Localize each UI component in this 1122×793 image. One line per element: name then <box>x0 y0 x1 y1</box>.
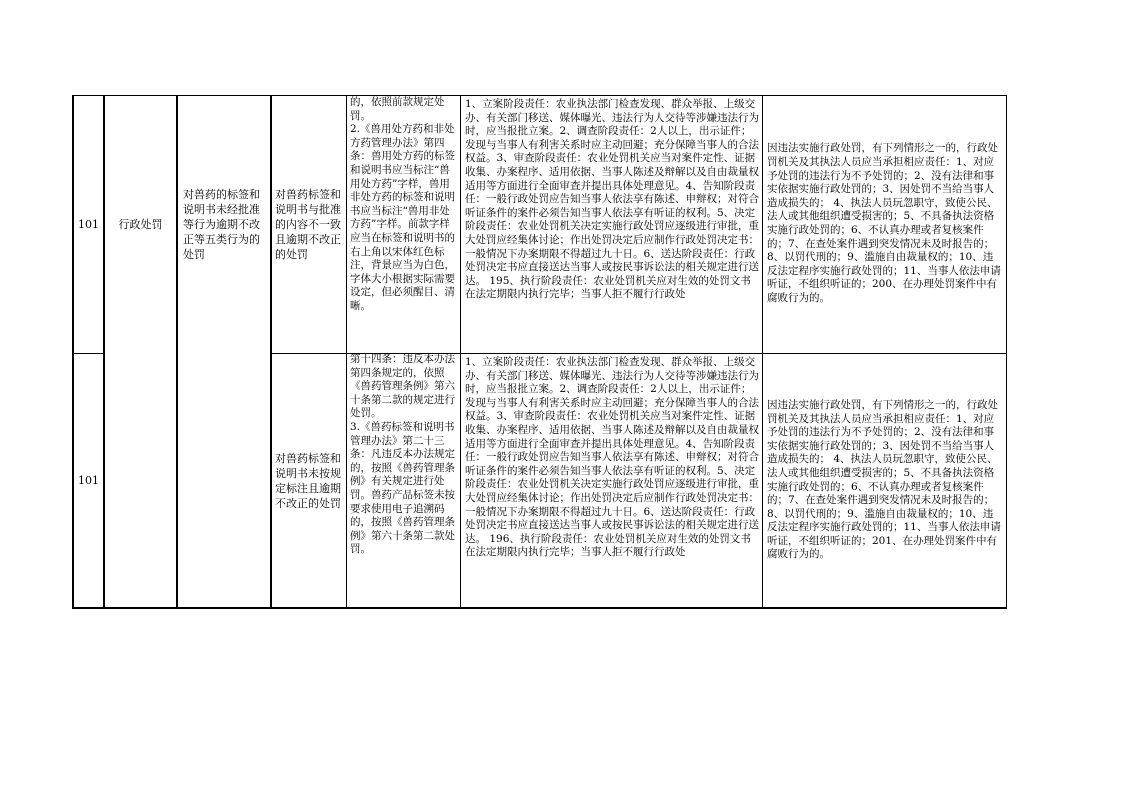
row-number-cell: 101 <box>72 95 105 353</box>
item-name-cell <box>176 353 270 608</box>
accountability-text: 因违法实施行政处罚，有下列情形之一的，行政处罚机关及其执法人员应当承担相应责任：1、对应予处罚的违法行为不予处罚的；2、没有法律和事实依据实施行政处罚的；3、因处罚不当给当事人造成损失的； 4、执法人员玩忽职守，致使公民、法人或其他组织遭受损害的；5、不具备执法资格实施行政处罚的；6、不认真办理或者复核案件的；7、在查处案件遇到突发情况未及时报告的；8、以罚代刑的；9、滥施自由裁量权的；10、违反法定程序实施行政处罚的；11、当事人依法申请听证，不组织听证的；200、在办理处罚案件中有腐败行为的。 <box>767 142 1001 304</box>
table-row <box>72 353 1007 608</box>
row-number-cell: 101 <box>72 353 105 608</box>
category-cell <box>105 353 176 608</box>
category-cell: 行政处罚 <box>118 218 163 231</box>
accountability-cell <box>762 353 1007 608</box>
accountability-cell <box>762 95 1007 353</box>
legal-basis-cell: 第十四条：违反本办法第四条规定的，依照《兽药管理条例》第六十条第二款的规定进行处罚。 3.《兽药标签和说明书管理办法》第二十三条：凡违反本办法规定的，按照《兽药管理条例》有关规定进行处罚。兽药产品标签未按要求使用电子追溯码的，按照《兽药管理条例》第六十条第二款处罚。 <box>346 353 460 608</box>
item-name-cell: 对兽药的标签和说明书未经批准等行为逾期不改正等五类行为的处罚 <box>176 95 270 353</box>
subitem-name-cell: 对兽药标签和说明书与批准的内容不一致且逾期不改正的处罚 <box>270 95 346 353</box>
duty-cell: 1、立案阶段责任：农业执法部门检查发现、群众举报、上级交办、有关部门移送、媒体曝光、违法行为人交待等涉嫌违法行为时，应当报批立案。2、调查阶段责任：2人以上，出示证件；发现与当事人有利害关系时应主动回避；充分保障当事人的合法权益。3、审查阶段责任：农业处罚机关应当对案件定性、证据收集、办案程序、适用依据、当事人陈述及辩解以及自由裁量权适用等方面进行全面审查并提出具体处理意见。4、告知阶段责任：一般行政处罚应告知当事人依法享有陈述、申辩权；对符合听证条件的案件必须告知当事人依法享有听证的权利。5、决定阶段责任：农业处罚机关决定实施行政处罚应逐级进行审批，重大处罚应经集体讨论；作出处罚决定后应制作行政处罚决定书：一般情况下办案期限不得超过九十日。6、送达阶段责任：行政处罚决定书应直接送达当事人或按民事诉讼法的相关规定进行送达。 196、执行阶段责任：农业处罚机关应对生效的处罚文书在法定期限内执行完毕；当事人拒不履行行政处 <box>460 353 762 608</box>
row-divider-line <box>270 353 1007 354</box>
table-top-border <box>72 95 1007 96</box>
accountability-text: 因违法实施行政处罚，有下列情形之一的，行政处罚机关及其执法人员应当承担相应责任：1、对应予处罚的违法行为不予处罚的；2、没有法律和事实依据实施行政处罚的；3、因处罚不当给当事人造成损失的； 4、执法人员玩忽职守，致使公民、法人或其他组织遭受损害的；5、不具备执法资格实施行政处罚的；6、不认真办理或者复核案件的；7、在查处案件遇到突发情况未及时报告的；8、以罚代刑的；9、滥施自由裁量权的；10、违反法定程序实施行政处罚的；11、当事人依法申请听证，不组织听证的；201、在办理处罚案件中有腐败行为的。 <box>767 398 1001 561</box>
row-divider-number <box>72 353 105 354</box>
table-bottom-border <box>72 607 1007 609</box>
legal-basis-cell: 的，依照前款规定处罚。 2.《兽用处方药和非处方药管理办法》第四条：兽用处方药的标签和说明书应当标注“兽用处方药”字样，兽用非处方药的标签和说明书应当标注“兽用非处方药”字样。前款字样应当在标签和说明书的右上角以宋体红色标注，背景应当为白色，字体大小根据实际需要设定，但必须醒目、清晰。 <box>346 95 460 353</box>
subitem-name-cell: 对兽药标签和说明书未按规定标注且逾期不改正的处罚 <box>270 353 346 608</box>
duty-cell: 1、立案阶段责任：农业执法部门检查发现、群众举报、上级交办、有关部门移送、媒体曝光、违法行为人交待等涉嫌违法行为时，应当报批立案。2、调查阶段责任：2人以上，出示证件；发现与当事人有利害关系时应主动回避；充分保障当事人的合法权益。3、审查阶段责任：农业处罚机关应当对案件定性、证据收集、办案程序、适用依据、当事人陈述及辩解以及自由裁量权适用等方面进行全面审查并提出具体处理意见。4、告知阶段责任：一般行政处罚应告知当事人依法享有陈述、申辩权；对符合听证条件的案件必须告知当事人依法享有听证的权利。5、决定阶段责任：农业处罚机关决定实施行政处罚应逐级进行审批，重大处罚应经集体讨论；作出处罚决定后应制作行政处罚决定书：一般情况下办案期限不得超过九十日。6、送达阶段责任：行政处罚决定书应直接送达当事人或按民事诉讼法的相关规定进行送达。 195、执行阶段责任：农业处罚机关应对生效的处罚文书在法定期限内执行完毕；当事人拒不履行行政处 <box>460 95 762 353</box>
table-row <box>72 95 1007 353</box>
